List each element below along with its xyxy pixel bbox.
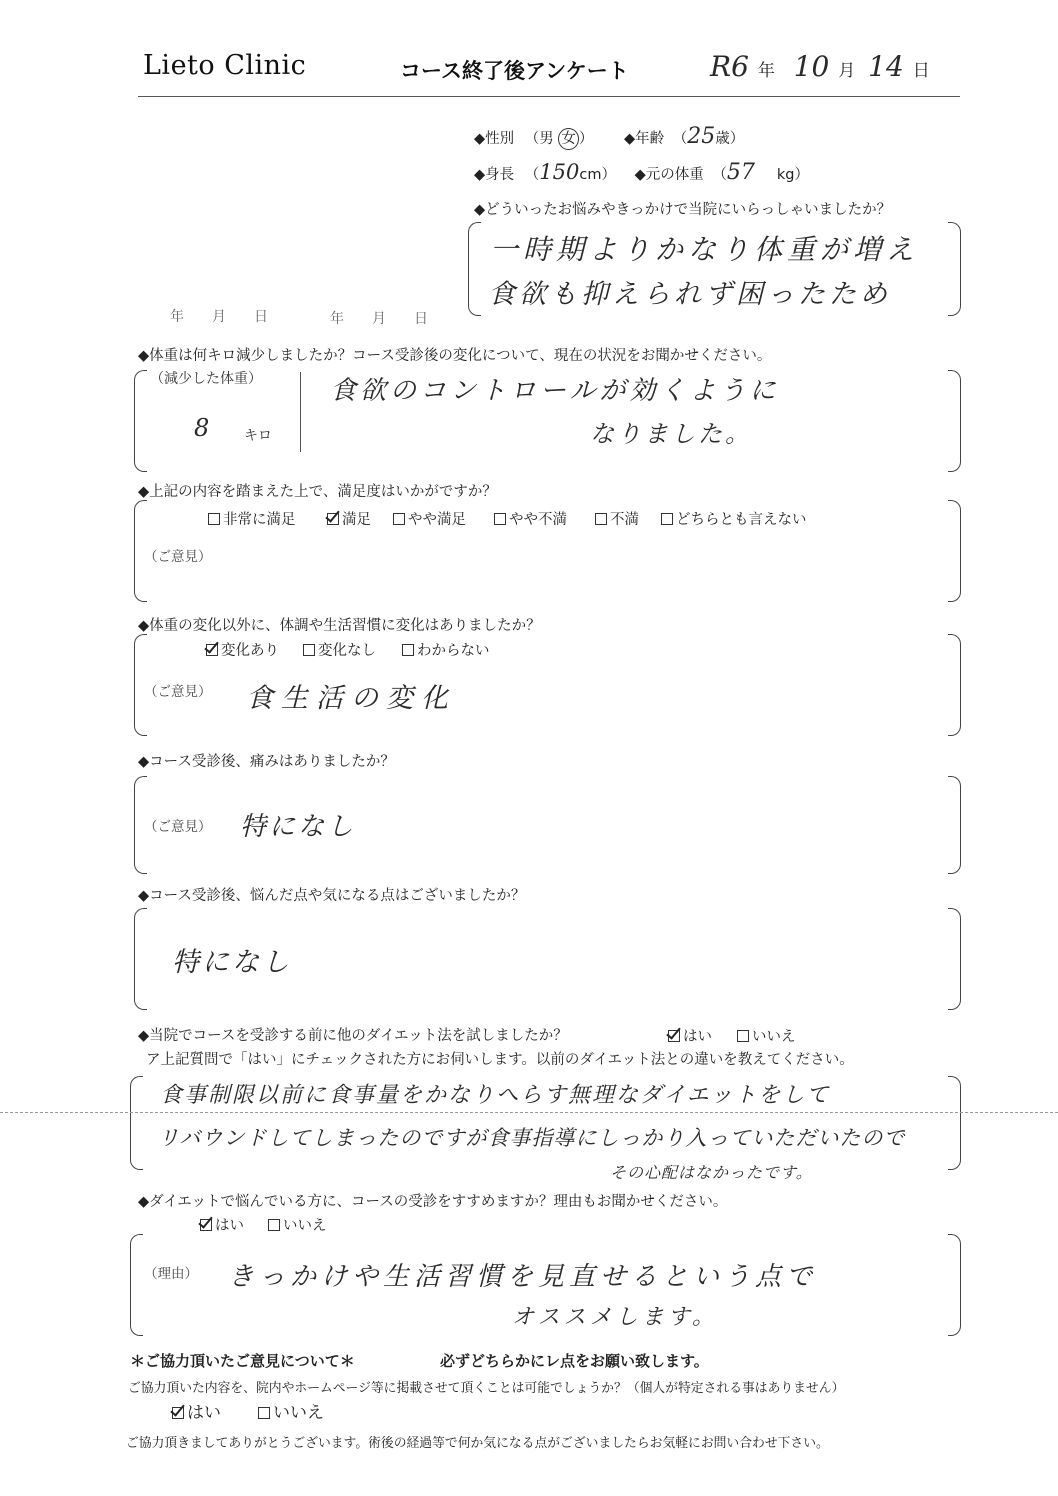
weight-divider xyxy=(300,372,301,452)
weight-value: 57 xyxy=(726,160,755,185)
weight-answer-line1: 食欲のコントロールが効くように xyxy=(330,376,780,406)
faint-date-left: 年 月 日 xyxy=(170,309,268,325)
survey-date xyxy=(710,50,930,83)
recommend-option-no[interactable] xyxy=(268,1214,327,1235)
reason-answer-line2: 食欲も抑えられず困ったため xyxy=(488,279,891,310)
option-label: いいえ xyxy=(273,1403,324,1423)
checkbox[interactable] xyxy=(494,513,506,525)
checkbox[interactable] xyxy=(303,644,315,656)
checkbox-checked[interactable] xyxy=(668,1030,680,1042)
condition-question: ◆体重の変化以外に、体調や生活習慣に変化はありましたか？ xyxy=(138,618,541,634)
option-label: 変化なし xyxy=(318,643,376,659)
recommend-bracket-left xyxy=(130,1234,143,1336)
reduced-weight-label: （減少した体重） xyxy=(150,371,262,387)
option-label: 不満 xyxy=(610,512,639,528)
checkbox[interactable] xyxy=(402,644,414,656)
reason-bracket-right xyxy=(948,222,961,316)
option-label: やや不満 xyxy=(509,512,567,528)
weight-question: ◆体重は何キロ減少しましたか？コース受診後の変化について、現在の状況をお聞かせください。 xyxy=(138,348,772,364)
header-divider xyxy=(138,96,960,97)
option-label: いいえ xyxy=(752,1029,796,1045)
scan-dashed-line xyxy=(0,1112,1058,1113)
footer-must-check: 必ずどちらかにレ点をお願い致します。 xyxy=(440,1352,709,1370)
reason-question: ◆どういったお悩みやきっかけで当院にいらっしゃいましたか？ xyxy=(474,202,892,218)
satisfaction-option-somewhat-dissatisfied[interactable] xyxy=(494,508,567,529)
other-diet-bracket-left xyxy=(130,1076,143,1170)
recommend-question: ◆ダイエットで悩んでいる方に、コースの受診をすすめますか？理由もお聞かせください。 xyxy=(138,1194,728,1210)
clinic-logo: Lieto Clinic xyxy=(143,50,307,81)
pain-comment: 特になし xyxy=(240,812,357,842)
reason-answer-line1: 一時期よりかなり体重が増え xyxy=(490,233,920,266)
recommend-reason-label: （理由） xyxy=(144,1266,198,1282)
worry-bracket-left xyxy=(134,908,147,1010)
gender-female-circled: 女 xyxy=(558,128,579,150)
condition-bracket-right xyxy=(948,634,961,736)
satisfaction-option-very-satisfied[interactable] xyxy=(208,508,296,529)
faint-date-right: 年 月 日 xyxy=(330,311,428,327)
option-label: 満足 xyxy=(342,512,371,528)
other-diet-answer-line2: リバウンドしてしまったのですが食事指導にしっかり入っていただいたので xyxy=(158,1126,906,1150)
satisfaction-option-neutral[interactable] xyxy=(661,508,807,529)
pain-question: ◆コース受診後、痛みはありましたか？ xyxy=(138,754,395,770)
reduced-weight-unit: キロ xyxy=(244,428,272,444)
height-open: （ xyxy=(524,167,540,183)
condition-comment: 食生活の変化 xyxy=(246,683,456,714)
weight-answer-line2: なりました。 xyxy=(590,420,752,448)
option-label: わからない xyxy=(417,643,490,659)
weight-bracket-left xyxy=(134,370,147,472)
date-month-kanji: 月 xyxy=(838,61,856,81)
date-day-kanji: 日 xyxy=(912,61,930,81)
pain-bracket-right xyxy=(948,776,961,874)
checkbox[interactable] xyxy=(595,513,607,525)
profile-row-1 xyxy=(474,124,744,150)
satisfaction-option-somewhat-satisfied[interactable] xyxy=(393,508,466,529)
profile-row-2 xyxy=(474,160,809,185)
other-diet-subquestion: ア上記質問で「はい」にチェックされた方にお伺いします。以前のダイエット法との違いを教えてください。 xyxy=(146,1052,854,1068)
satisfaction-bracket-right xyxy=(948,500,961,602)
other-diet-option-no[interactable] xyxy=(737,1025,796,1046)
option-label: はい xyxy=(187,1403,221,1423)
worry-bracket-right xyxy=(948,908,961,1010)
weight-open: （ xyxy=(712,167,727,183)
reason-bracket-left xyxy=(468,222,481,316)
option-label: 変化あり xyxy=(221,643,279,659)
condition-option-unknown[interactable] xyxy=(402,639,490,660)
condition-option-changed[interactable] xyxy=(206,639,279,660)
height-label: ◆身長 xyxy=(474,167,515,183)
checkbox[interactable] xyxy=(737,1030,749,1042)
satisfaction-question: ◆上記の内容を踏まえた上で、満足度はいかがですか？ xyxy=(138,484,497,500)
permission-option-yes[interactable] xyxy=(172,1398,221,1423)
other-diet-bracket-right xyxy=(948,1076,961,1170)
permission-option-no[interactable] xyxy=(258,1398,324,1423)
other-diet-option-yes[interactable] xyxy=(668,1025,712,1046)
recommend-answer-line2: オススメします。 xyxy=(512,1305,719,1330)
gender-label: ◆性別 xyxy=(474,131,515,147)
footer-thanks: ご協力頂きましてありがとうございます。術後の経過等で何か気になる点がございましたらお気軽にお問い合わせ下さい。 xyxy=(126,1436,829,1451)
option-label: やや満足 xyxy=(408,512,466,528)
gender-close: ） xyxy=(578,131,594,147)
recommend-option-yes[interactable] xyxy=(200,1214,244,1235)
height-unit: cm） xyxy=(579,167,616,183)
condition-comment-label: （ご意見） xyxy=(144,684,212,700)
checkbox[interactable] xyxy=(661,513,673,525)
age-unit: 歳） xyxy=(715,131,745,147)
date-month: 10 xyxy=(793,50,830,83)
other-diet-question: ◆当院でコースを受診する前に他のダイエット法を試しましたか？ xyxy=(138,1028,568,1044)
age-open: （ xyxy=(672,131,688,147)
weight-bracket-right xyxy=(948,370,961,472)
other-diet-answer-line1: 食事制限以前に食事量をかなりへらす無理なダイエットをして xyxy=(160,1083,831,1108)
reduced-weight-value: 8 xyxy=(194,414,210,442)
date-day: 14 xyxy=(868,50,904,83)
checkbox[interactable] xyxy=(258,1407,270,1419)
age-label: ◆年齢 xyxy=(623,131,665,147)
checkbox[interactable] xyxy=(268,1219,280,1231)
checkbox[interactable] xyxy=(393,513,405,525)
pain-comment-label: （ご意見） xyxy=(144,819,212,835)
worry-question: ◆コース受診後、悩んだ点や気になる点はございましたか？ xyxy=(138,888,526,904)
recommend-answer-line1: きっかけや生活習慣を見直せるという点で xyxy=(228,1262,818,1292)
option-label: 非常に満足 xyxy=(223,512,296,528)
date-era-year: R6 xyxy=(710,50,749,83)
satisfaction-comment-label: （ご意見） xyxy=(144,549,212,565)
survey-title: コース終了後アンケート xyxy=(400,59,629,83)
other-diet-answer-line3: その心配はなかったです。 xyxy=(610,1163,813,1182)
age-value: 25 xyxy=(687,124,716,149)
footer-heading: ＊ご協力頂いたご意見について＊ xyxy=(130,1352,355,1370)
recommend-bracket-right xyxy=(948,1234,961,1336)
option-label: どちらとも言えない xyxy=(676,512,807,528)
checkbox-checked[interactable] xyxy=(327,513,339,525)
checkbox[interactable] xyxy=(208,513,220,525)
gender-male: 男 xyxy=(539,131,554,147)
weight-unit: kg） xyxy=(776,167,809,183)
permission-question: ご協力頂いた内容を、院内やホームページ等に掲載させて頂くことは可能でしょうか？（個人が特定される事はありません） xyxy=(128,1381,845,1396)
checkbox-checked[interactable] xyxy=(206,644,218,656)
gender-open: （ xyxy=(524,131,540,147)
satisfaction-option-satisfied[interactable] xyxy=(327,508,371,529)
date-year-kanji: 年 xyxy=(757,61,775,81)
option-label: はい xyxy=(683,1029,712,1045)
option-label: はい xyxy=(215,1218,244,1234)
checkbox-checked[interactable] xyxy=(172,1407,184,1419)
weight-label: ◆元の体重 xyxy=(634,167,704,183)
worry-comment: 特になし xyxy=(172,947,292,978)
checkbox-checked[interactable] xyxy=(200,1219,212,1231)
option-label: いいえ xyxy=(283,1218,327,1234)
height-value: 150 xyxy=(539,160,580,184)
satisfaction-option-dissatisfied[interactable] xyxy=(595,508,639,529)
condition-option-unchanged[interactable] xyxy=(303,639,376,660)
